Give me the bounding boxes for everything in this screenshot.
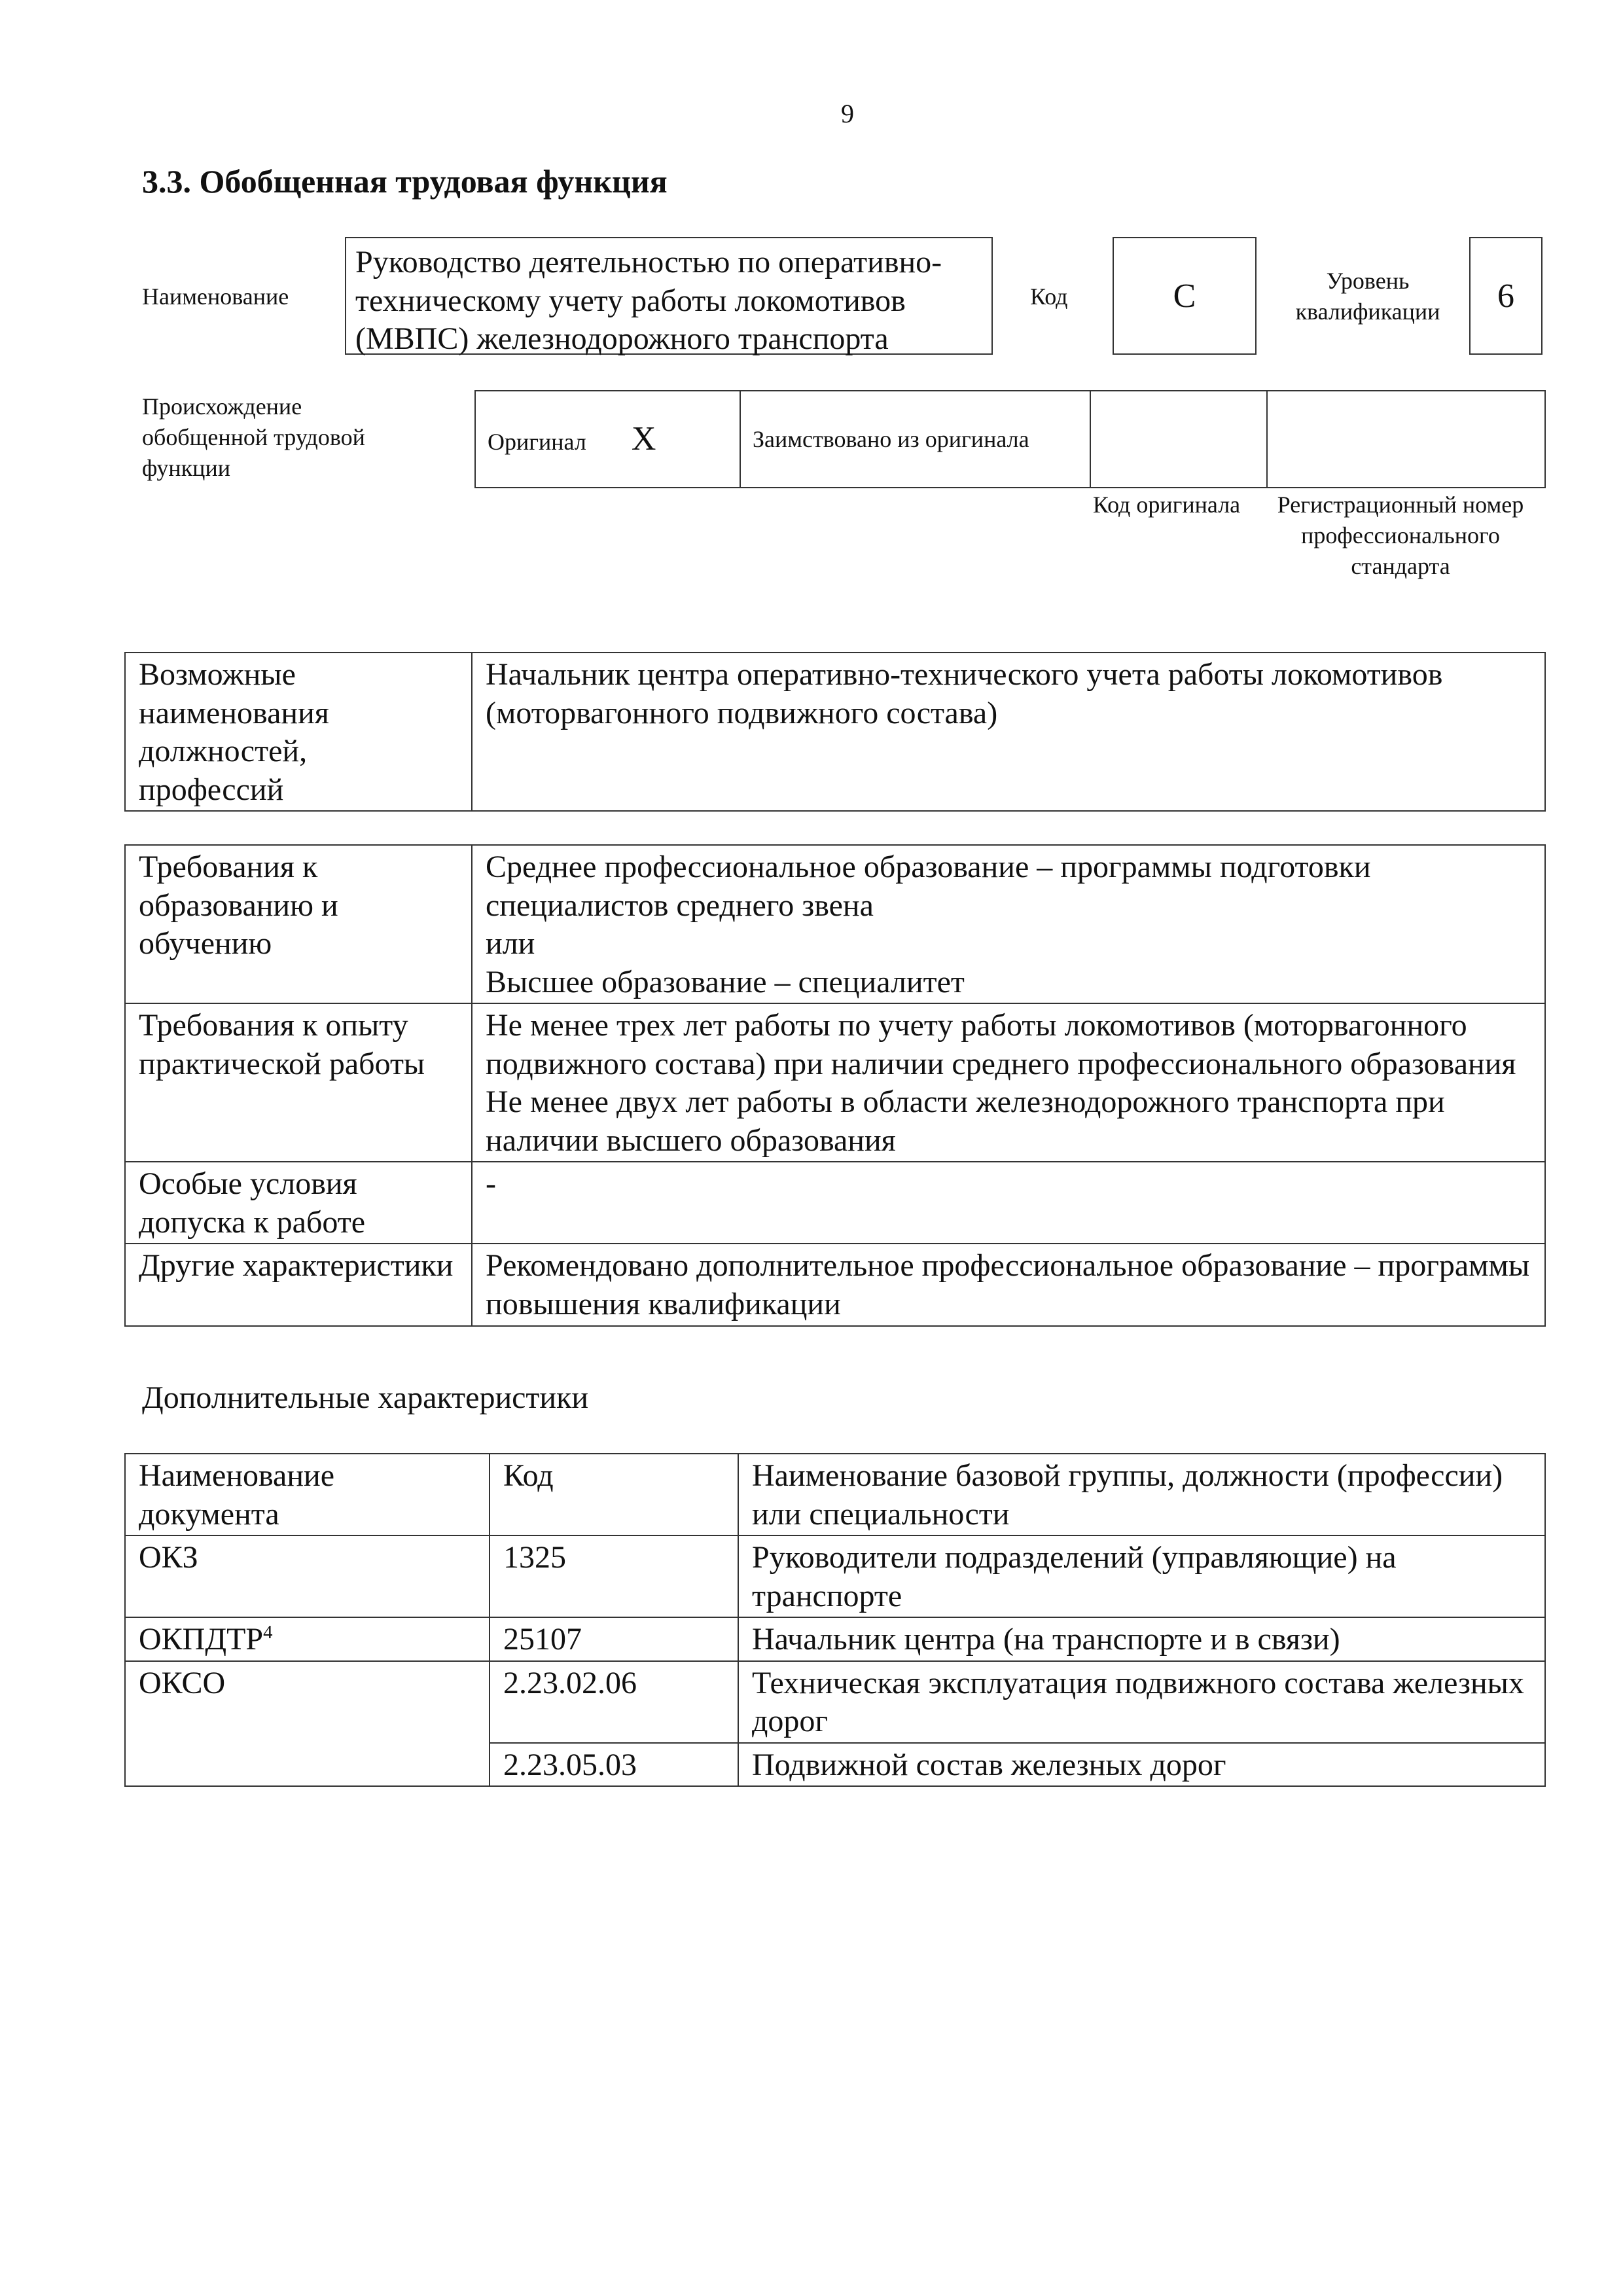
extra-table <box>124 1453 1546 1787</box>
positions-value: Начальник центра оперативно-технического учета работы локомотивов (моторвагонного подвижного состава) <box>472 653 1545 811</box>
requirement-row <box>125 845 1545 1003</box>
code-cell: 2.23.05.03 <box>490 1743 738 1787</box>
requirements-table <box>124 844 1546 1327</box>
requirement-row <box>125 1162 1545 1244</box>
name-label: Наименование <box>142 283 289 310</box>
name-cell: Руководители подразделений (управляющие) на транспорте <box>738 1535 1545 1617</box>
name-cell: Техническая эксплуатация подвижного состава железных дорог <box>738 1661 1545 1743</box>
origin-reg-cell <box>1267 391 1545 488</box>
level-label: Уровень квалификации <box>1295 268 1440 325</box>
origin-label: Происхождение обобщенной трудовой функции <box>142 393 365 481</box>
function-name-text: Руководство деятельностью по оперативно-техническому учету работы локомотивов (МВПС) железнодорожного транспорта <box>355 245 942 357</box>
section-title: 3.3. Обобщенная трудовая функция <box>142 163 668 200</box>
footnote-mark: 4 <box>263 1622 273 1643</box>
code-value-box <box>1113 237 1257 355</box>
table-row <box>125 1617 1545 1661</box>
requirement-row <box>125 1003 1545 1162</box>
requirement-value: Среднее профессиональное образование – программы подготовки специалистов среднего звена или Высшее образование – специалитет <box>486 850 1371 999</box>
code-cell: 2.23.02.06 <box>490 1661 738 1743</box>
origin-borrowed-cell <box>740 391 1090 488</box>
doc-name: ОКПДТР <box>139 1622 264 1657</box>
code-value: C <box>1173 277 1196 315</box>
reg-number-caption: Регистрационный номер профессионального стандарта <box>1277 492 1524 579</box>
origin-original-cell <box>475 391 740 488</box>
requirement-label: Другие характеристики <box>125 1244 472 1325</box>
requirement-row <box>125 1244 1545 1325</box>
requirement-value: Не менее трех лет работы по учету работы локомотивов (моторвагонного подвижного состава) при наличии среднего профессионального образования Не менее двух лет работы в области железнодорожного транспорта при наличии высшего образования <box>486 1008 1516 1158</box>
extra-title: Дополнительные характеристики <box>142 1380 589 1415</box>
origin-table <box>474 390 1546 488</box>
code-original-caption: Код оригинала <box>1092 492 1241 518</box>
header-name: Наименование базовой группы, должности (профессии) или специальности <box>738 1454 1545 1535</box>
requirement-label: Особые условия допуска к работе <box>125 1162 472 1244</box>
function-name-box <box>345 237 993 355</box>
extra-header-row <box>125 1454 1545 1535</box>
positions-table <box>124 652 1546 812</box>
requirement-label: Требования к опыту практической работы <box>125 1003 472 1162</box>
requirement-value: - <box>486 1166 496 1202</box>
table-row <box>125 1661 1545 1743</box>
name-cell: Начальник центра (на транспорте и в связи) <box>738 1617 1545 1661</box>
positions-label: Возможные наименования должностей, профессий <box>125 653 472 811</box>
code-cell: 25107 <box>490 1617 738 1661</box>
original-mark: X <box>631 420 656 458</box>
level-value: 6 <box>1497 277 1514 315</box>
requirement-value: Рекомендовано дополнительное профессиональное образование – программы повышения квалификации <box>486 1248 1530 1322</box>
header-doc: Наименование документа <box>125 1454 490 1535</box>
borrowed-label: Заимствовано из оригинала <box>753 425 1029 452</box>
doc-cell: ОКСО <box>125 1661 490 1787</box>
level-value-box <box>1469 237 1543 355</box>
requirement-label: Требования к образованию и обучению <box>125 845 472 1003</box>
name-cell: Подвижной состав железных дорог <box>738 1743 1545 1787</box>
doc-cell: ОКЗ <box>125 1535 490 1617</box>
code-cell: 1325 <box>490 1535 738 1617</box>
page-number: 9 <box>841 99 854 128</box>
code-label: Код <box>1030 283 1068 310</box>
header-code: Код <box>490 1454 738 1535</box>
table-row <box>125 1535 1545 1617</box>
origin-code-cell <box>1090 391 1267 488</box>
doc-cell <box>125 1617 490 1661</box>
original-label: Оригинал <box>488 429 586 456</box>
